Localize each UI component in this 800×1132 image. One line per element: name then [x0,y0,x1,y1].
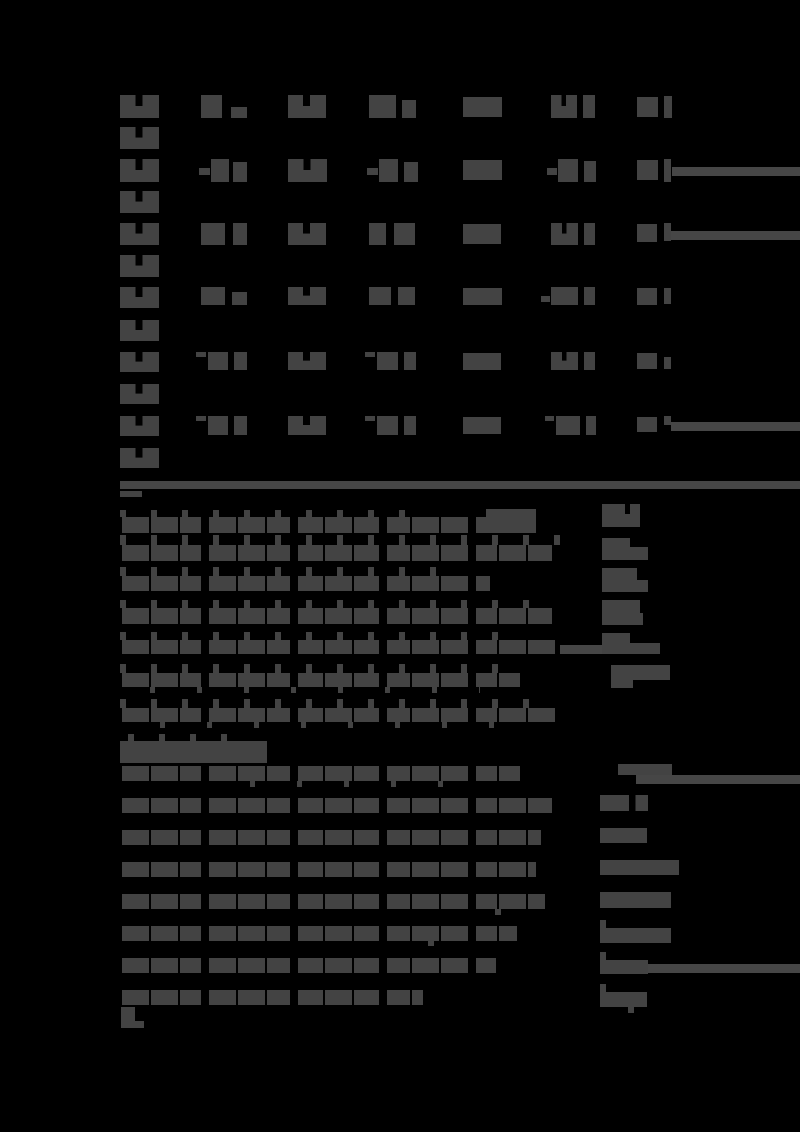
page-number-mark [135,1021,144,1028]
page-number-mark [121,1007,135,1028]
